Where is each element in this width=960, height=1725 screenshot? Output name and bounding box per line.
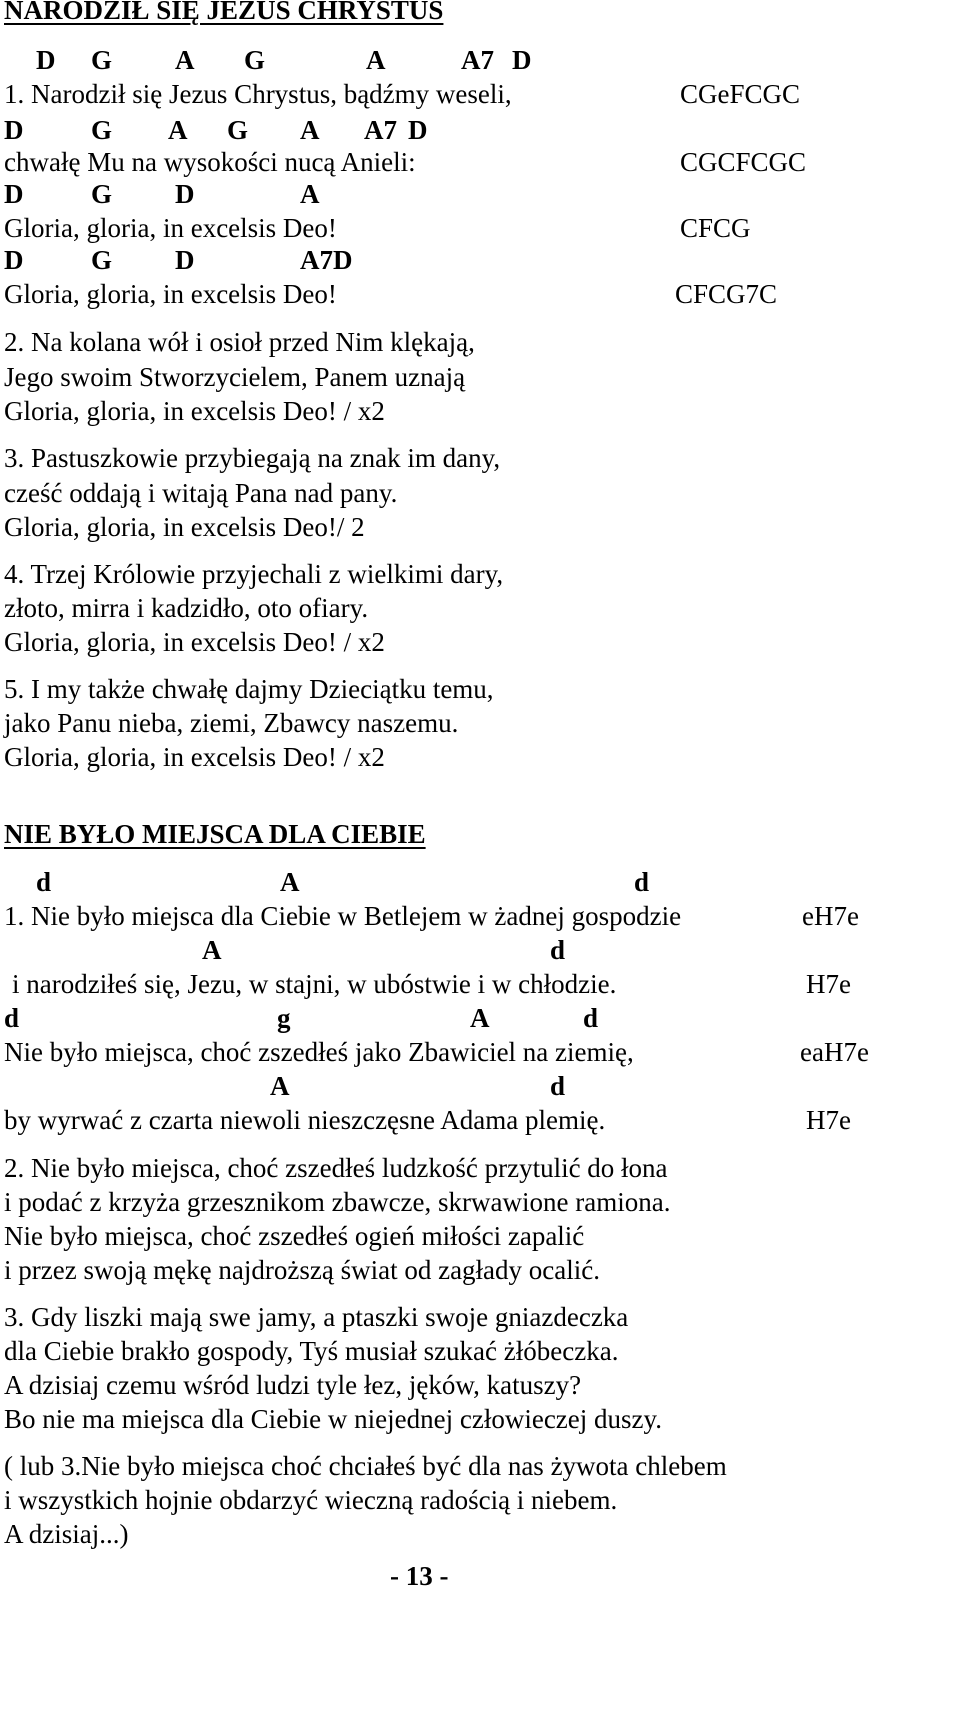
lyric-line: by wyrwać z czarta niewoli nieszczęsne Adama plemię. xyxy=(4,1105,606,1135)
chord: D xyxy=(36,45,56,75)
verse-line: złoto, mirra i kadzidło, oto ofiary. xyxy=(4,593,369,623)
chord: A7D xyxy=(300,245,353,275)
verse-line: cześć oddają i witają Pana nad pany. xyxy=(4,478,398,508)
chord: D xyxy=(512,45,532,75)
lyric-line: chwałę Mu na wysokości nucą Anieli: xyxy=(4,147,416,177)
alt-chords: H7e xyxy=(806,969,851,999)
chord: G xyxy=(227,115,249,145)
verse-line: A dzisiaj...) xyxy=(4,1519,129,1549)
chord: G xyxy=(91,115,113,145)
chord: G xyxy=(91,245,113,275)
page-number: - 13 - xyxy=(390,1561,449,1591)
verse-line: Gloria, gloria, in excelsis Deo!/ 2 xyxy=(4,512,365,542)
chord: A xyxy=(270,1071,290,1101)
verse-line: i przez swoją mękę najdroższą świat od zagłady ocalić. xyxy=(4,1255,600,1285)
verse-line: Jego swoim Stworzycielem, Panem uznają xyxy=(4,362,466,392)
chord: d xyxy=(634,867,650,897)
lyric-line: Gloria, gloria, in excelsis Deo! xyxy=(4,279,337,309)
verse-line: 3. Pastuszkowie przybiegają na znak im dany, xyxy=(4,443,501,473)
alt-chords: eH7e xyxy=(802,901,859,931)
verse-line: jako Panu nieba, ziemi, Zbawcy naszemu. xyxy=(4,708,459,738)
verse-line: Gloria, gloria, in excelsis Deo! / x2 xyxy=(4,627,385,657)
chord: G xyxy=(91,179,113,209)
chord: A xyxy=(202,935,222,965)
chord: D xyxy=(408,115,428,145)
verse-line: 4. Trzej Królowie przyjechali z wielkimi dary, xyxy=(4,559,504,589)
chord: D xyxy=(175,179,195,209)
chord: A xyxy=(470,1003,490,1033)
chord: A7 xyxy=(364,115,397,145)
lyric-line: Gloria, gloria, in excelsis Deo! xyxy=(4,213,337,243)
chord: d xyxy=(550,1071,566,1101)
verse-line: 2. Nie było miejsca, choć zszedłeś ludzkość przytulić do łona xyxy=(4,1153,668,1183)
alt-chords: eaH7e xyxy=(800,1037,869,1067)
verse-line: Gloria, gloria, in excelsis Deo! / x2 xyxy=(4,742,385,772)
verse-line: ( lub 3.Nie było miejsca choć chciałeś być dla nas żywota chlebem xyxy=(4,1451,727,1481)
song-title-1: NARODZIŁ SIĘ JEZUS CHRYSTUS xyxy=(4,0,444,25)
verse-line: A dzisiaj czemu wśród ludzi tyle łez, jęków, katuszy? xyxy=(4,1370,582,1400)
chord: D xyxy=(175,245,195,275)
verse-line: Nie było miejsca, choć zszedłeś ogień miłości zapalić xyxy=(4,1221,585,1251)
chord: A xyxy=(300,179,320,209)
chord: d xyxy=(36,867,52,897)
chord: A xyxy=(300,115,320,145)
verse-line: 3. Gdy liszki mają swe jamy, a ptaszki swoje gniazdeczka xyxy=(4,1302,629,1332)
chord: d xyxy=(583,1003,599,1033)
lyric-line: Nie było miejsca, choć zszedłeś jako Zbawiciel na ziemię, xyxy=(4,1037,634,1067)
chord: g xyxy=(277,1003,291,1033)
verse-line: i wszystkich hojnie obdarzyć wieczną radością i niebem. xyxy=(4,1485,618,1515)
alt-chords: H7e xyxy=(806,1105,851,1135)
lyric-line: i narodziłeś się, Jezu, w stajni, w ubóstwie i w chłodzie. xyxy=(12,969,617,999)
verse-line: i podać z krzyża grzesznikom zbawcze, skrwawione ramiona. xyxy=(4,1187,671,1217)
chord: D xyxy=(4,115,24,145)
song-title-2: NIE BYŁO MIEJSCA DLA CIEBIE xyxy=(4,819,426,849)
chord: d xyxy=(4,1003,20,1033)
verse-line: dla Ciebie brakło gospody, Tyś musiał szukać żłóbeczka. xyxy=(4,1336,619,1366)
chord: A xyxy=(280,867,300,897)
alt-chords: CFCG xyxy=(680,213,751,243)
alt-chords: CFCG7C xyxy=(675,279,778,309)
chord: G xyxy=(244,45,266,75)
chord: d xyxy=(550,935,566,965)
lyric-line: 1. Nie było miejsca dla Ciebie w Betlejem w żadnej gospodzie xyxy=(4,901,682,931)
chord: A xyxy=(175,45,195,75)
chord: A xyxy=(168,115,188,145)
chord: A xyxy=(366,45,386,75)
verse-line: Gloria, gloria, in excelsis Deo! / x2 xyxy=(4,396,385,426)
chord: G xyxy=(91,45,113,75)
chord: D xyxy=(4,245,24,275)
alt-chords: CGeFCGC xyxy=(680,79,801,109)
chord: D xyxy=(4,179,24,209)
verse-line: 2. Na kolana wół i osioł przed Nim klękają, xyxy=(4,327,475,357)
alt-chords: CGCFCGC xyxy=(680,147,807,177)
lyric-line: 1. Narodził się Jezus Chrystus, bądźmy weseli, xyxy=(4,79,512,109)
chord: A7 xyxy=(461,45,494,75)
verse-line: 5. I my także chwałę dajmy Dzieciątku temu, xyxy=(4,674,494,704)
verse-line: Bo nie ma miejsca dla Ciebie w niejednej człowieczej duszy. xyxy=(4,1404,663,1434)
